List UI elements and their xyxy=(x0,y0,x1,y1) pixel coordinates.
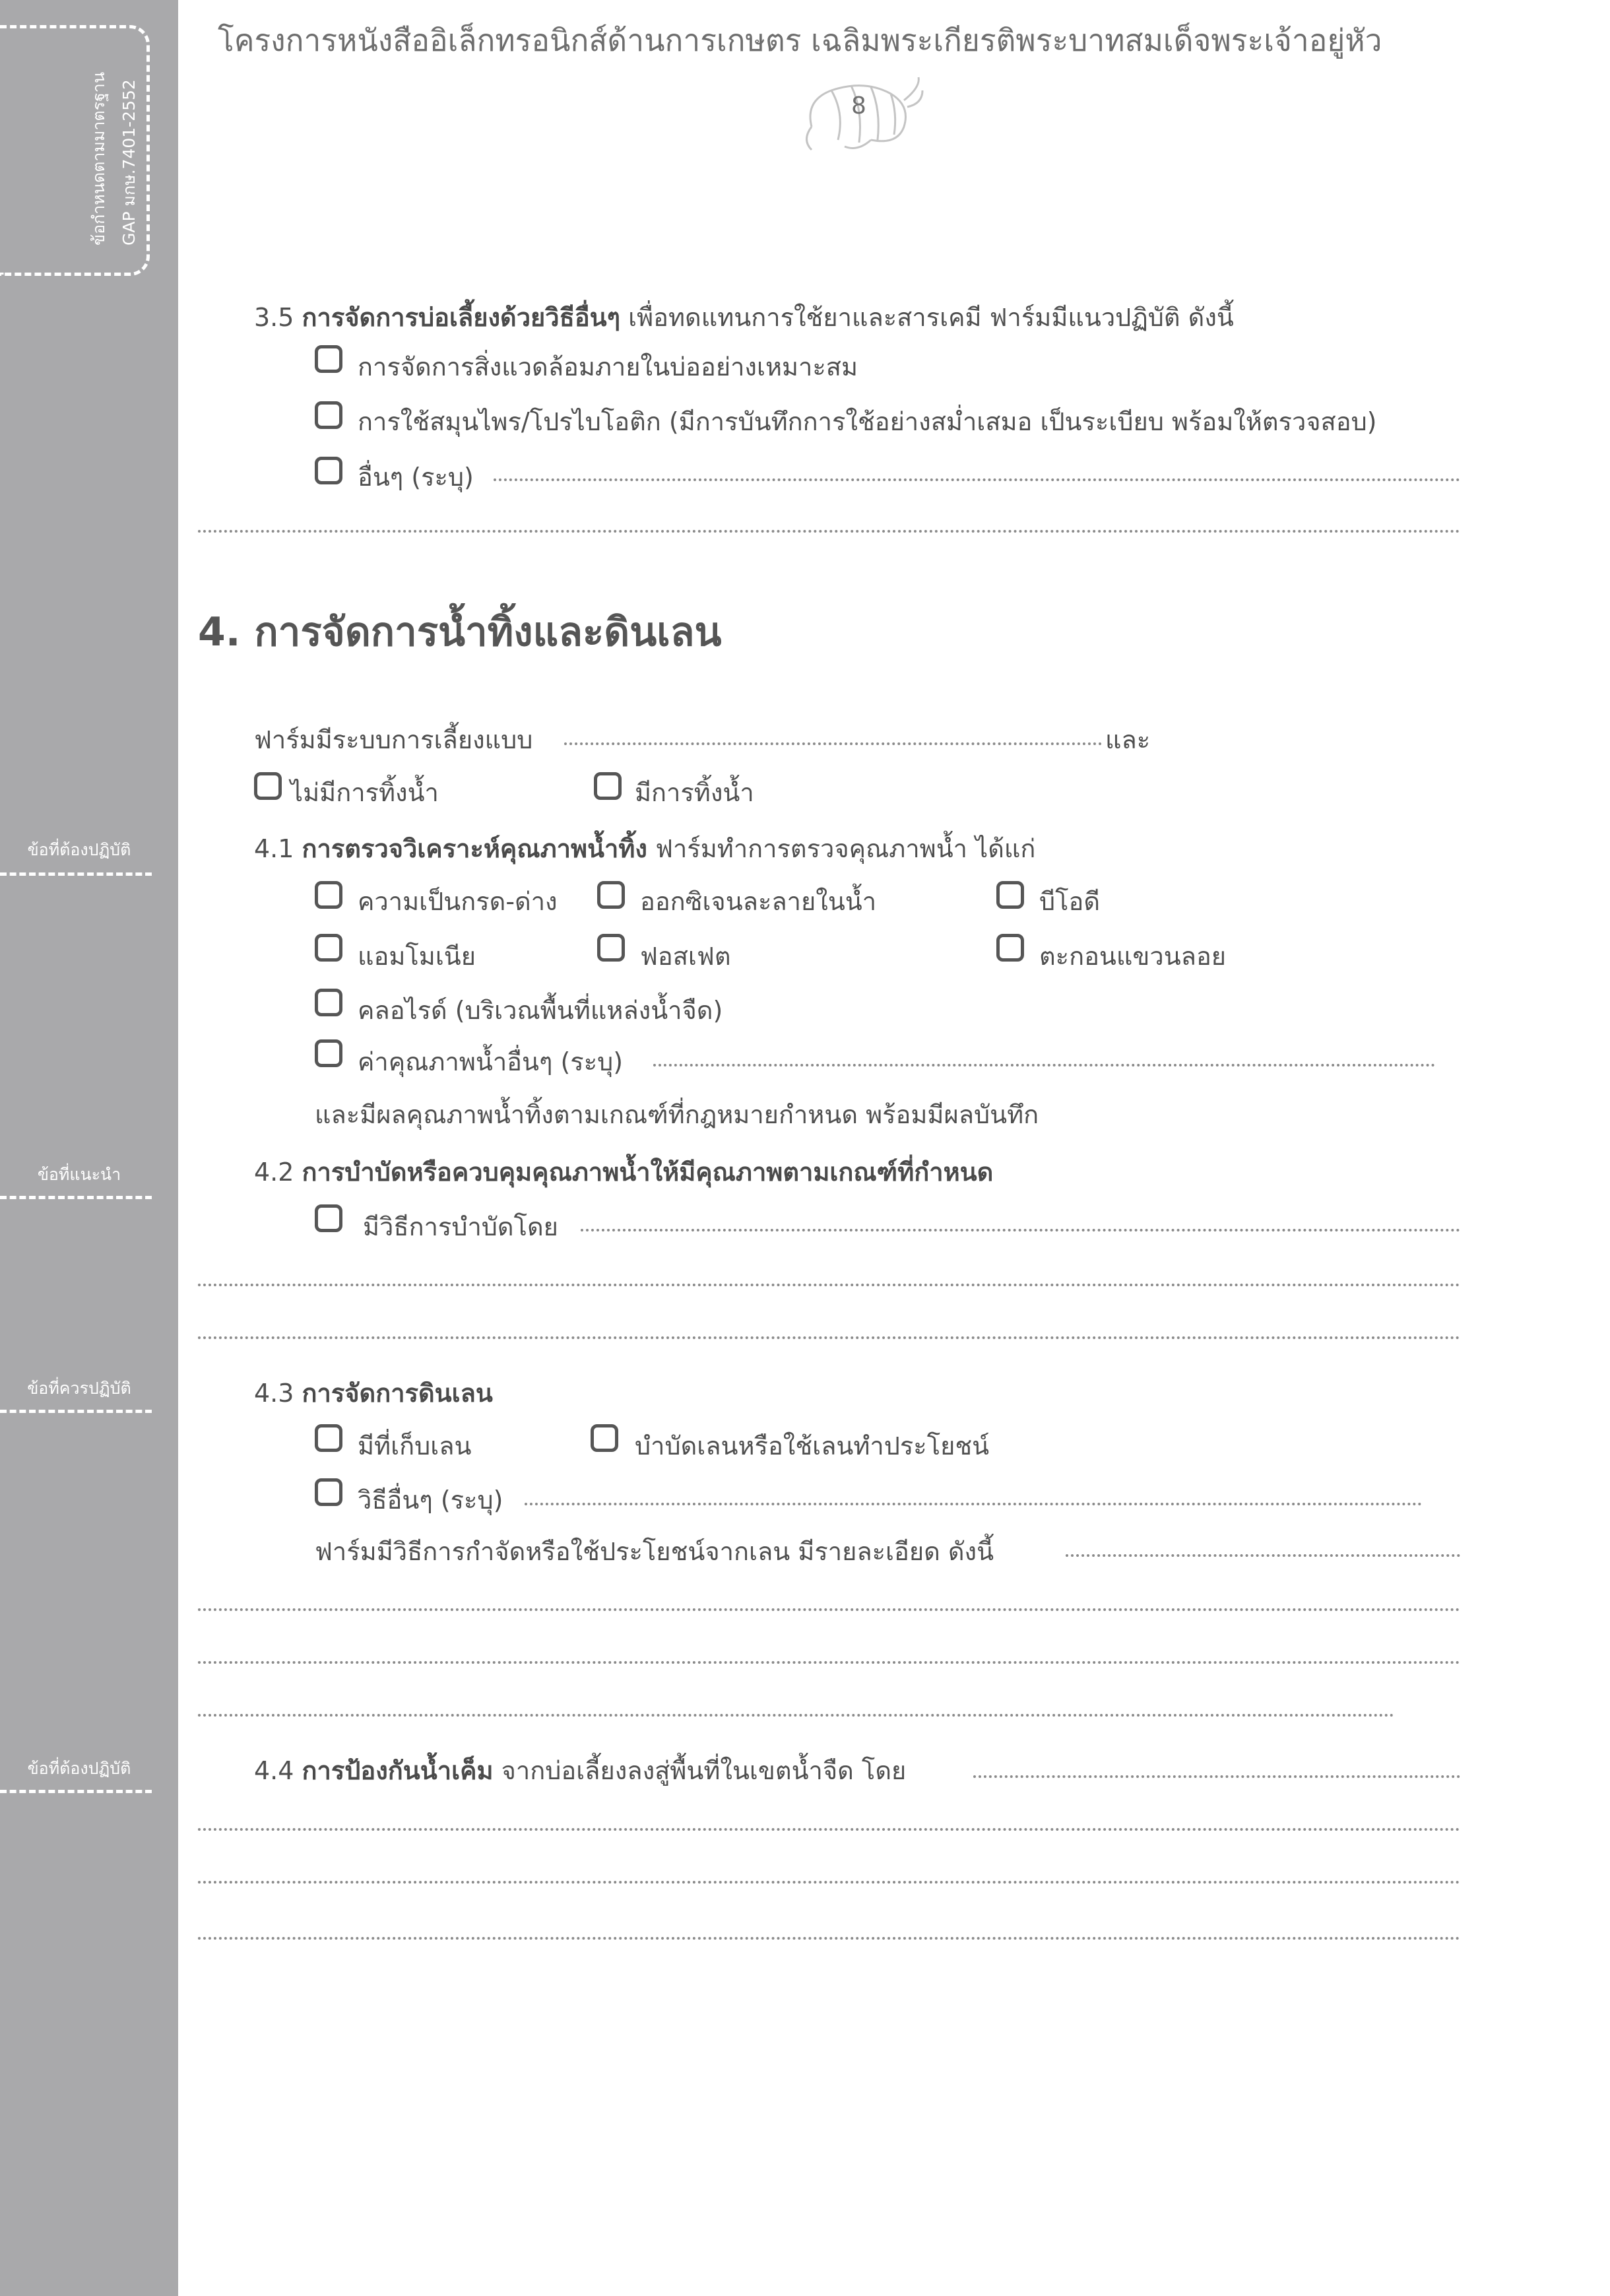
farm-system-and: และ xyxy=(1105,725,1151,754)
section-4-2-heading xyxy=(254,1152,993,1192)
fill-line[interactable] xyxy=(198,1284,1460,1286)
other-quality-label: ค่าคุณภาพน้ำอื่นๆ (ระบุ) xyxy=(358,1047,624,1076)
env-management-label: การจัดการสิ่งแวดล้อมภายในบ่ออย่างเหมาะสม xyxy=(358,352,858,381)
sludge-storage-label: มีที่เก็บเลน xyxy=(358,1431,472,1460)
herbal-probiotic-label: การใช้สมุนไพร/โปรไบโอติก (มีการบันทึกการใช้อย่างสม่ำเสมอ เป็นระเบียบ พร้อมให้ตรวจสอบ) xyxy=(358,407,1377,436)
has-discharge-label: มีการทิ้งน้ำ xyxy=(635,778,754,807)
section-description: เพื่อทดแทนการใช้ยาและสารเคมี ฟาร์มมีแนวปฏิบัติ ดังนี้ xyxy=(628,303,1234,332)
fill-line[interactable] xyxy=(198,1881,1460,1884)
fill-line[interactable] xyxy=(198,1661,1460,1664)
section-4-heading: 4. การจัดการน้ำทิ้งและดินเลน xyxy=(198,609,722,655)
section-description: ฟาร์มทำการตรวจคุณภาพน้ำ ได้แก่ xyxy=(655,834,1036,863)
other-sludge-method-label: วิธีอื่นๆ (ระบุ) xyxy=(358,1486,503,1515)
sidebar-divider xyxy=(0,1790,152,1793)
suspended-solids-checkbox[interactable] xyxy=(996,934,1024,962)
section-number: 3.5 xyxy=(254,303,294,332)
section-4-4-heading xyxy=(254,1750,906,1790)
fill-line[interactable] xyxy=(198,530,1460,533)
fill-line[interactable] xyxy=(198,1828,1460,1831)
farm-system-label: ฟาร์มมีระบบการเลี้ยงแบบ xyxy=(254,725,533,754)
section-title: การจัดการดินเลน xyxy=(302,1379,493,1408)
phosphate-label: ฟอสเฟต xyxy=(640,942,731,971)
dissolved-oxygen-checkbox[interactable] xyxy=(597,881,625,909)
saltwater-prevention-fill-line[interactable] xyxy=(973,1775,1460,1778)
sidebar-label-mandatory: ข้อที่ต้องปฏิบัติ xyxy=(27,840,131,859)
sidebar xyxy=(0,0,178,2296)
suspended-solids-label: ตะกอนแขวนลอย xyxy=(1039,942,1227,971)
no-discharge-label: ไม่มีการทิ้งน้ำ xyxy=(290,778,439,807)
fill-line[interactable] xyxy=(198,1608,1460,1611)
bod-checkbox[interactable] xyxy=(996,881,1024,909)
sidebar-label-recommended: ข้อที่แนะนำ xyxy=(37,1165,121,1184)
section-4-1-heading xyxy=(254,828,1035,869)
herbal-probiotic-checkbox[interactable] xyxy=(315,401,342,429)
other-method-checkbox[interactable] xyxy=(315,457,342,484)
treatment-method-checkbox[interactable] xyxy=(315,1204,342,1232)
page-header-title: โครงการหนังสืออิเล็กทรอนิกส์ด้านการเกษตร เฉลิมพระเกียรติพระบาทสมเด็จพระเจ้าอยู่หัว xyxy=(218,22,1382,58)
section-title: การป้องกันน้ำเค็ม xyxy=(302,1756,494,1785)
other-sludge-method-checkbox[interactable] xyxy=(315,1478,342,1506)
other-method-label: อื่นๆ (ระบุ) xyxy=(358,463,474,492)
other-sludge-method-fill-line[interactable] xyxy=(525,1503,1422,1505)
farm-system-fill-line[interactable] xyxy=(564,742,1102,745)
section-number: 4.3 xyxy=(254,1379,294,1408)
env-management-checkbox[interactable] xyxy=(315,345,342,373)
sludge-detail-label: ฟาร์มมีวิธีการกำจัดหรือใช้ประโยชน์จากเลน มีรายละเอียด ดังนี้ xyxy=(315,1537,994,1566)
sludge-storage-checkbox[interactable] xyxy=(315,1424,342,1452)
treatment-method-label: มีวิธีการบำบัดโดย xyxy=(363,1212,558,1241)
bod-label: บีโอดี xyxy=(1039,887,1101,916)
section-3-5-heading xyxy=(254,297,1234,337)
section-title: การบำบัดหรือควบคุมคุณภาพน้ำให้มีคุณภาพตามเกณฑ์ที่กำหนด xyxy=(302,1158,994,1187)
section-description: จากบ่อเลี้ยงลงสู่พื้นที่ในเขตน้ำจืด โดย xyxy=(501,1756,907,1785)
sidebar-label-mandatory-2: ข้อที่ต้องปฏิบัติ xyxy=(27,1759,131,1778)
sidebar-divider xyxy=(0,1196,152,1199)
sludge-treatment-checkbox[interactable] xyxy=(591,1424,618,1452)
other-quality-fill-line[interactable] xyxy=(653,1064,1435,1066)
has-discharge-checkbox[interactable] xyxy=(594,772,622,800)
ammonia-label: แอมโมเนีย xyxy=(358,942,476,971)
chloride-label: คลอไรด์ (บริเวณพื้นที่แหล่งน้ำจืด) xyxy=(358,996,723,1025)
fill-line[interactable] xyxy=(198,1336,1460,1339)
other-method-fill-line[interactable] xyxy=(494,478,1460,481)
page-number: 8 xyxy=(851,92,866,119)
section-number: 4.1 xyxy=(254,834,294,863)
no-discharge-checkbox[interactable] xyxy=(254,772,282,800)
fill-line[interactable] xyxy=(198,1937,1460,1940)
treatment-method-fill-line[interactable] xyxy=(581,1229,1460,1231)
sidebar-label-should-practice: ข้อที่ควรปฏิบัติ xyxy=(27,1379,131,1398)
ph-checkbox[interactable] xyxy=(315,881,342,909)
sludge-treatment-label: บำบัดเลนหรือใช้เลนทำประโยชน์ xyxy=(635,1431,990,1460)
section-title: การตรวจวิเคราะห์คุณภาพน้ำทิ้ง xyxy=(302,834,647,863)
sidebar-divider xyxy=(0,1410,152,1413)
sidebar-divider xyxy=(0,872,152,876)
section-title: การจัดการบ่อเลี้ยงด้วยวิธีอื่นๆ xyxy=(302,303,621,332)
ph-label: ความเป็นกรด-ด่าง xyxy=(358,887,558,916)
section-number: 4.2 xyxy=(254,1158,294,1187)
fill-line[interactable] xyxy=(198,1714,1394,1717)
ammonia-checkbox[interactable] xyxy=(315,934,342,962)
dissolved-oxygen-label: ออกซิเจนละลายในน้ำ xyxy=(640,887,877,916)
section-number: 4.4 xyxy=(254,1756,294,1785)
legal-criteria-note: และมีผลคุณภาพน้ำทิ้งตามเกณฑ์ที่กฎหมายกำหนด พร้อมมีผลบันทึก xyxy=(315,1100,1039,1129)
section-4-3-heading xyxy=(254,1373,493,1413)
other-quality-checkbox[interactable] xyxy=(315,1039,342,1067)
standard-tab-line2: GAP มกษ.7401-2552 xyxy=(119,79,139,246)
phosphate-checkbox[interactable] xyxy=(597,934,625,962)
standard-tab-line1: ข้อกำหนดตามมาตรฐาน xyxy=(89,72,108,246)
sludge-detail-fill-line[interactable] xyxy=(1066,1554,1460,1557)
chloride-checkbox[interactable] xyxy=(315,989,342,1016)
